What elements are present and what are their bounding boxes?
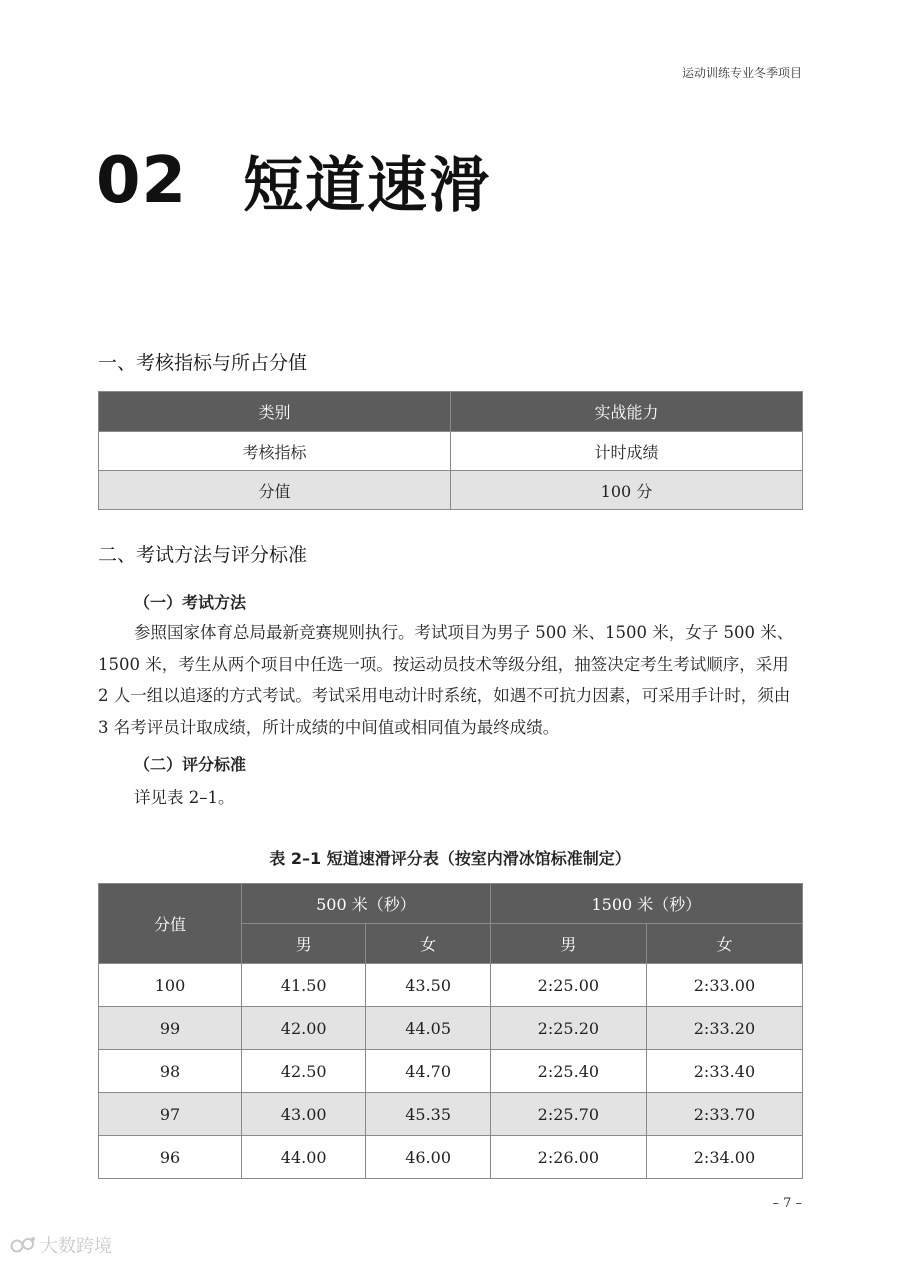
- table-cell: 考核指标: [99, 432, 451, 471]
- table-cell: 44.05: [366, 1007, 490, 1050]
- see-table-text: 详见表 2–1。: [134, 788, 235, 807]
- table-cell: 43.50: [366, 964, 490, 1007]
- score-table: [98, 883, 803, 1179]
- watermark: [10, 1232, 112, 1258]
- table-cell: 46.00: [366, 1136, 490, 1179]
- page-number: – 7 –: [772, 1196, 802, 1211]
- table-cell: 2:25.40: [490, 1050, 646, 1093]
- subsection-scoring: （二）评分标准: [134, 755, 247, 774]
- table-cell: 2:26.00: [490, 1136, 646, 1179]
- table-cell: 45.35: [366, 1093, 490, 1136]
- table-cell: 2:25.70: [490, 1093, 646, 1136]
- indicator-table: [98, 391, 803, 510]
- running-head: 运动训练专业冬季项目: [681, 66, 802, 80]
- table-row: [99, 1050, 803, 1093]
- chapter-number: 02: [96, 144, 188, 218]
- table-cell: 100: [99, 964, 242, 1007]
- section1-heading: 一、考核指标与所占分值: [98, 352, 308, 374]
- watermark-logo-icon: [10, 1236, 36, 1254]
- group-header-1500m: 1500 米（秒）: [490, 884, 802, 924]
- table-cell: 44.70: [366, 1050, 490, 1093]
- table-cell: 41.50: [242, 964, 366, 1007]
- table-cell: 分值: [99, 471, 451, 510]
- table-cell: 2:34.00: [646, 1136, 802, 1179]
- watermark-text: 大数跨境: [40, 1236, 112, 1257]
- score-column-header: 分值: [99, 884, 242, 964]
- table-row: [99, 1136, 803, 1179]
- table-row: [99, 964, 803, 1007]
- table-cell: 99: [99, 1007, 242, 1050]
- gender-header: 女: [366, 924, 490, 964]
- table-cell: 96: [99, 1136, 242, 1179]
- score-table-caption: 表 2–1 短道速滑评分表（按室内滑冰馆标准制定）: [269, 849, 631, 868]
- table-cell: 97: [99, 1093, 242, 1136]
- indicator-table-header: 实战能力: [451, 392, 803, 432]
- table-cell: 2:33.00: [646, 964, 802, 1007]
- table-row: [99, 1007, 803, 1050]
- chapter-title: 短道速滑: [243, 151, 492, 221]
- table-cell: 2:25.00: [490, 964, 646, 1007]
- table-row: [99, 471, 803, 510]
- table-cell: 43.00: [242, 1093, 366, 1136]
- exam-method-text: 参照国家体育总局最新竞赛规则执行。考试项目为男子 500 米、1500 米，女子 500 米、1500 米，考生从两个项目中任选一项。按运动员技术等级分组，抽签决定考生考试顺序，采用 2 人一组以追逐的方式考试。考试采用电动计时系统，如遇不可抗力因素，可采用手计时，须由 3 名考评员计取成绩，所计成绩的中间值或相同值为最终成绩。: [98, 623, 794, 737]
- table-cell: 42.00: [242, 1007, 366, 1050]
- subsection-exam-method: （一）考试方法: [134, 593, 247, 612]
- table-cell: 100 分: [451, 471, 803, 510]
- gender-header: 男: [490, 924, 646, 964]
- table-row: [99, 432, 803, 471]
- table-cell: 42.50: [242, 1050, 366, 1093]
- chapter-heading: [96, 138, 491, 224]
- indicator-table-header: 类别: [99, 392, 451, 432]
- gender-header: 男: [242, 924, 366, 964]
- table-cell: 2:25.20: [490, 1007, 646, 1050]
- table-cell: 2:33.70: [646, 1093, 802, 1136]
- table-cell: 计时成绩: [451, 432, 803, 471]
- exam-method-paragraph: [98, 617, 804, 743]
- section2-heading: 二、考试方法与评分标准: [98, 544, 308, 566]
- table-cell: 2:33.20: [646, 1007, 802, 1050]
- table-cell: 44.00: [242, 1136, 366, 1179]
- group-header-500m: 500 米（秒）: [242, 884, 491, 924]
- table-cell: 98: [99, 1050, 242, 1093]
- gender-header: 女: [646, 924, 802, 964]
- table-cell: 2:33.40: [646, 1050, 802, 1093]
- table-row: [99, 1093, 803, 1136]
